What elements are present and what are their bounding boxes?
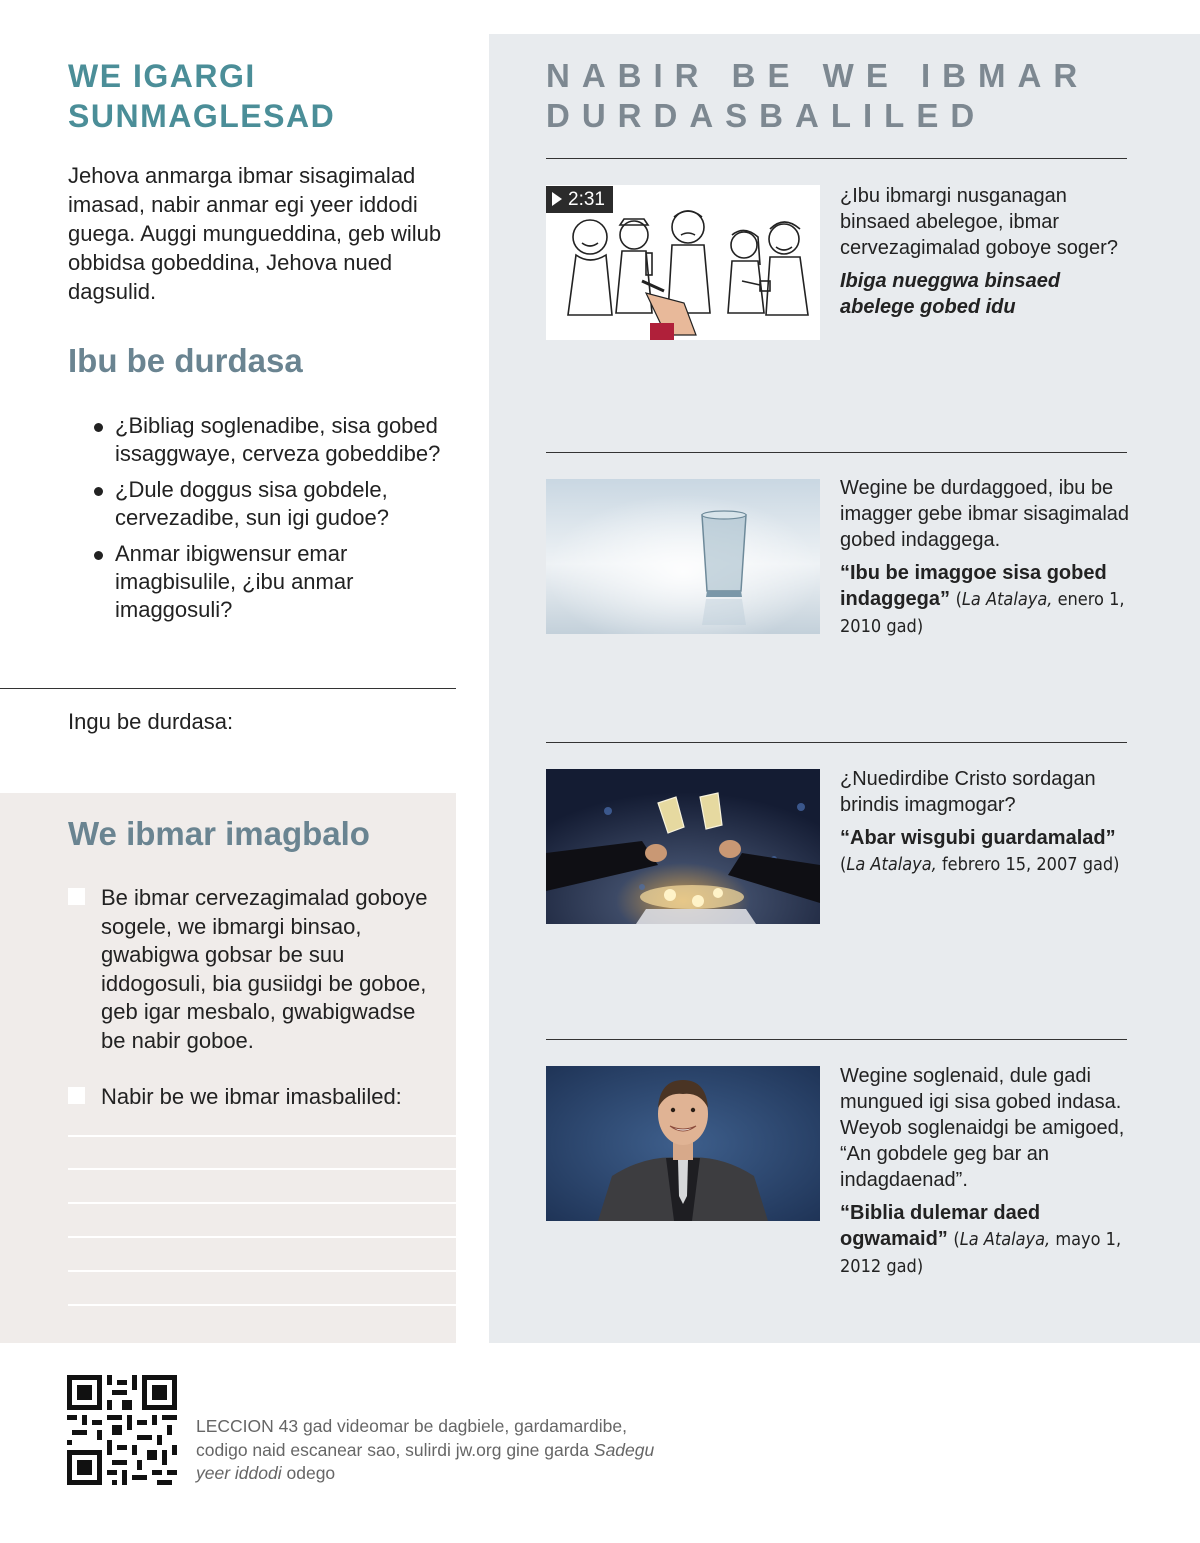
writing-line[interactable] (68, 1202, 456, 1204)
card-text (840, 475, 1132, 640)
article-reference: “Ibu be imaggoe sisa gobed indaggega” (La Atalaya, enero 1, 2010 gad) (840, 562, 1125, 637)
card-description: Wegine soglenaid, dule gadi mungued igi sisa gobed indasa. Weyob soglenaidgi be amigoed, “An gobdele geg bar an indagdaenad”. (840, 1065, 1125, 1191)
review-question: Anmar ibigwensur emar imagbisulile, ¿ibu anmar imaggosuli? (92, 540, 462, 624)
goal-text: Nabir be we ibmar imasbaliled: (101, 1084, 402, 1109)
article-date: mayo 1, 2012 gad) (840, 1229, 1122, 1277)
card-text (840, 183, 1132, 320)
card-description: Wegine be durdaggoed, ibu be imagger gebe ibmar sisagimalad gobed indaggega. (840, 477, 1130, 551)
article-date: febrero 15, 2007 gad) (941, 854, 1120, 875)
writing-line[interactable] (68, 1304, 456, 1306)
card-text (840, 766, 1132, 878)
goals-panel-background (0, 793, 456, 1343)
toast-photo (546, 769, 820, 924)
review-list (92, 412, 462, 632)
goal-checkbox[interactable] (68, 888, 85, 905)
card-description: ¿Nuedirdibe Cristo sordagan brindis imagmogar? (840, 768, 1096, 816)
card-description: ¿Ibu ibmargi nusganagan binsaed abelegoe, ibmar cervezagimalad goboye soger? (840, 185, 1118, 259)
article-link[interactable]: “Abar wisgubi guardamalad” (840, 827, 1116, 849)
footer-text-start: LECCION 43 gad videomar be dagbiele, gardamardibe, codigo naid escanear sao, sulirdi jw.org gine garda (196, 1416, 627, 1460)
goal-text: Be ibmar cervezagimalad goboye sogele, we ibmargi binsao, gwabigwa gobsar be suu iddogosuli, bia gusiidgi be goboe, geb igar mesbalo, gwabigwadse be nabir goboe. (101, 885, 428, 1053)
review-heading: Ibu be durdasa (68, 342, 303, 379)
card-divider (546, 158, 1127, 159)
qr-code-icon[interactable] (67, 1375, 177, 1485)
goals-heading: We ibmar imagbalo (68, 815, 370, 852)
section-divider (0, 688, 456, 689)
video-link[interactable]: Ibiga nueggwa binsaed abelege gobed idu (840, 270, 1061, 318)
footer-book-title: Sadegu yeer iddodi (196, 1439, 655, 1483)
summary-heading: WE IGARGI SUNMAGLESAD (68, 58, 336, 134)
my-question-label: Ingu be durdasa: (68, 709, 234, 734)
smiling-man-image (546, 1066, 820, 1221)
review-question: ¿Dule doggus sisa gobdele, cervezadibe, sun igi gudoe? (92, 476, 462, 532)
empty-glass-image (546, 479, 820, 634)
article-source: La Atalaya, (846, 854, 937, 875)
article-reference: “Biblia dulemar daed ogwamaid” (La Atalaya, mayo 1, 2012 gad) (840, 1202, 1122, 1277)
summary-text: Jehova anmarga ibmar sisagimalad imasad, nabir anmar egi yeer iddodi guega. Auggi mungueddina, geb wilub obbidsa gobeddina, Jehova nued dagsulid. (68, 163, 442, 304)
video-thumbnail[interactable] (546, 185, 820, 340)
writing-line[interactable] (68, 1168, 456, 1170)
video-duration-badge (546, 186, 613, 213)
article-link[interactable]: “Biblia dulemar daed ogwamaid” (840, 1202, 1041, 1250)
card-divider (546, 742, 1127, 743)
goal-item (68, 1083, 428, 1112)
writing-line[interactable] (68, 1270, 456, 1272)
review-question: ¿Bibliag soglenadibe, sisa gobed issaggwaye, cerveza gobeddibe? (92, 412, 462, 468)
champagne-toast-image (546, 769, 820, 924)
video-duration: 2:31 (568, 189, 605, 210)
footer-text (196, 1415, 676, 1486)
goal-checkbox[interactable] (68, 1087, 85, 1104)
article-source: La Atalaya, (961, 589, 1053, 610)
writing-line[interactable] (68, 1236, 456, 1238)
glass-photo (546, 479, 820, 634)
footer-text-end: odego (286, 1463, 336, 1483)
article-date: enero 1, 2010 gad) (840, 589, 1125, 637)
writing-line[interactable] (68, 1135, 456, 1137)
article-source: La Atalaya, (959, 1229, 1051, 1250)
card-divider (546, 1039, 1127, 1040)
explore-heading: NABIR BE WE IBMAR DURDASBALILED (546, 57, 1090, 134)
article-reference: “Abar wisgubi guardamalad” (La Atalaya, febrero 15, 2007 gad) (840, 827, 1120, 875)
play-icon (552, 192, 562, 206)
card-text (840, 1063, 1132, 1280)
card-divider (546, 452, 1127, 453)
article-link[interactable]: “Ibu be imaggoe sisa gobed indaggega” (840, 562, 1107, 610)
goal-item (68, 884, 428, 1055)
man-portrait-photo (546, 1066, 820, 1221)
